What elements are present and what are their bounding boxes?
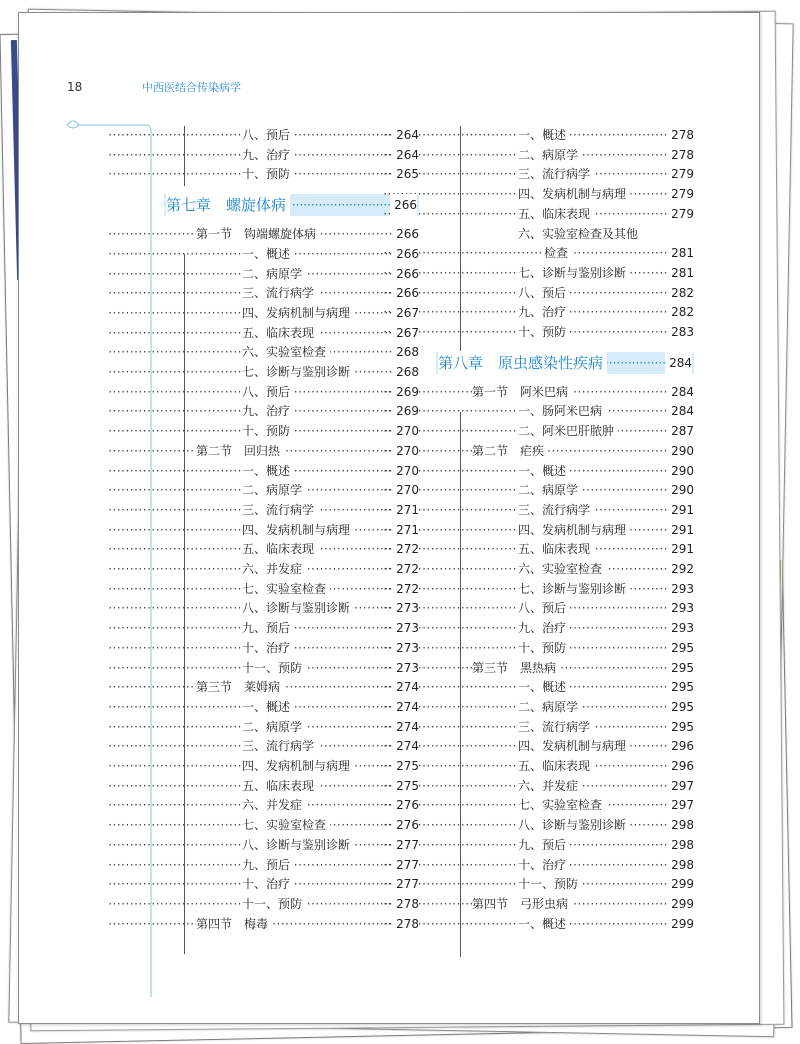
toc-entry[interactable] — [164, 462, 419, 481]
page-ref: 293 — [667, 580, 694, 599]
toc-entry[interactable] — [164, 265, 419, 284]
entry-label: 六、并发症 — [518, 777, 582, 796]
page-ref: 290 — [667, 481, 694, 500]
entry-label: 第四节 梅毒 — [196, 915, 272, 934]
entry-label: 八、诊断与鉴别诊断 — [518, 816, 630, 835]
page-ref: 269 — [392, 402, 419, 421]
toc-entry[interactable] — [164, 737, 419, 756]
entry-label: 四、发病机制与病理 — [242, 757, 354, 776]
page-ref: 274 — [392, 678, 419, 697]
entry-label: 八、预后 — [242, 383, 294, 402]
page-ref: 282 — [667, 303, 694, 322]
entry-label: 四、发病机制与病理 — [518, 185, 630, 204]
entry-label: 四、发病机制与病理 — [518, 521, 630, 540]
toc-entry[interactable] — [436, 402, 694, 421]
page-ref: 264 — [392, 126, 419, 145]
toc-entry[interactable] — [164, 521, 419, 540]
entry-label: 第一节 钩端螺旋体病 — [196, 225, 320, 244]
entry-label: 二、病原学 — [518, 698, 582, 717]
entry-label: 十、治疗 — [242, 875, 294, 894]
toc-entry[interactable] — [436, 146, 694, 165]
page-ref: 272 — [392, 580, 419, 599]
entry-label: 七、诊断与鉴别诊断 — [518, 264, 630, 283]
entry-label: 九、预后 — [242, 619, 294, 638]
toc-entry[interactable] — [436, 225, 694, 244]
toc-section-entry[interactable] — [436, 895, 694, 914]
entry-label: 七、实验室检查 — [242, 816, 330, 835]
entry-label: 六、并发症 — [242, 796, 306, 815]
section-bracket-line — [184, 254, 185, 954]
toc-entry[interactable] — [436, 599, 694, 618]
page-ref: 271 — [392, 501, 419, 520]
toc-entry[interactable] — [436, 462, 694, 481]
toc-entry[interactable] — [164, 304, 419, 323]
toc-entry[interactable] — [164, 659, 419, 678]
toc-entry[interactable] — [164, 599, 419, 618]
page-ref: 290 — [667, 462, 694, 481]
toc-entry[interactable] — [164, 284, 419, 303]
page-ref: 299 — [667, 875, 694, 894]
chapter-heading[interactable] — [436, 352, 694, 374]
entry-label: 检查 — [544, 244, 572, 263]
toc-entry[interactable] — [436, 777, 694, 796]
page-ref: 287 — [667, 422, 694, 441]
section-bracket-line — [184, 126, 185, 186]
entry-label: 十、预防 — [242, 422, 294, 441]
toc-entry[interactable] — [164, 165, 419, 184]
entry-label: 五、临床表现 — [518, 205, 594, 224]
page-ref: 276 — [392, 816, 419, 835]
entry-label: 九、治疗 — [242, 402, 294, 421]
page-ref: 296 — [667, 757, 694, 776]
page-ref: 295 — [667, 718, 694, 737]
entry-label: 第一节 阿米巴病 — [472, 383, 572, 402]
entry-label: 五、临床表现 — [518, 757, 594, 776]
page-ref: 272 — [392, 540, 419, 559]
page-ref: 282 — [667, 284, 694, 303]
page-ref: 284 — [667, 383, 694, 402]
entry-label: 四、发病机制与病理 — [518, 737, 630, 756]
page-ref: 265 — [392, 165, 419, 184]
page-ref: 267 — [392, 324, 419, 343]
page-number: 18 — [67, 80, 83, 94]
toc-entry[interactable] — [164, 718, 419, 737]
page-ref: 291 — [667, 521, 694, 540]
toc-entry[interactable] — [164, 422, 419, 441]
page-ref: 293 — [667, 599, 694, 618]
toc-entry[interactable] — [436, 678, 694, 697]
page-ref: 295 — [667, 659, 694, 678]
page-ref: 270 — [392, 481, 419, 500]
entry-label: 六、实验室检查及其他 — [518, 225, 642, 244]
entry-label: 一、肠阿米巴病 — [518, 402, 606, 421]
toc-entry[interactable] — [436, 698, 694, 717]
page-ref: 291 — [667, 540, 694, 559]
page-ref: 266 — [392, 245, 419, 264]
entry-label: 十、预防 — [518, 639, 570, 658]
entry-label: 十一、预防 — [242, 895, 306, 914]
entry-label: 五、临床表现 — [242, 777, 318, 796]
page-ref: 290 — [667, 442, 694, 461]
page-ref: 298 — [667, 856, 694, 875]
page-ref: 272 — [392, 560, 419, 579]
entry-label: 九、预后 — [242, 856, 294, 875]
toc-entry[interactable] — [436, 737, 694, 756]
section-bracket-line — [460, 126, 461, 351]
toc-entry[interactable] — [436, 875, 694, 894]
toc-entry[interactable] — [436, 757, 694, 776]
entry-label: 八、预后 — [518, 599, 570, 618]
page-ref: 281 — [667, 264, 694, 283]
toc-entry[interactable] — [164, 836, 419, 855]
toc-entry[interactable] — [436, 816, 694, 835]
page-ref: 266 — [392, 225, 419, 244]
page-ref: 298 — [667, 816, 694, 835]
toc-entry[interactable] — [436, 521, 694, 540]
section-bracket-line — [460, 412, 461, 957]
entry-label: 第二节 回归热 — [196, 442, 284, 461]
page-ref: 291 — [667, 501, 694, 520]
entry-label: 二、病原学 — [518, 146, 582, 165]
page-ref: 279 — [667, 205, 694, 224]
toc-entry[interactable] — [436, 560, 694, 579]
chapter-heading[interactable] — [164, 194, 419, 216]
toc-entry[interactable] — [164, 757, 419, 776]
toc-entry[interactable] — [164, 856, 419, 875]
entry-label: 八、预后 — [518, 284, 570, 303]
entry-label: 九、预后 — [518, 836, 570, 855]
toc-entry[interactable] — [436, 323, 694, 342]
toc-entry[interactable] — [164, 126, 419, 145]
toc-entry[interactable] — [436, 303, 694, 322]
entry-label: 第四节 弓形虫病 — [472, 895, 572, 914]
page-ref: 278 — [667, 146, 694, 165]
entry-label: 四、发病机制与病理 — [242, 521, 354, 540]
page-ref: 279 — [667, 165, 694, 184]
page-ref: 283 — [667, 323, 694, 342]
toc-entry[interactable] — [164, 402, 419, 421]
toc-section-entry[interactable] — [436, 659, 694, 678]
page-ref: 292 — [667, 560, 694, 579]
page-ref: 266 — [390, 194, 417, 216]
entry-label: 一、概述 — [242, 462, 294, 481]
page-ref: 270 — [392, 442, 419, 461]
entry-label: 二、病原学 — [242, 718, 306, 737]
page-ref: 274 — [392, 718, 419, 737]
page-ref: 298 — [667, 836, 694, 855]
entry-label: 十一、预防 — [242, 659, 306, 678]
page-ref: 268 — [392, 363, 419, 382]
toc-section-entry[interactable] — [164, 678, 419, 697]
page-ref: 266 — [392, 265, 419, 284]
entry-label: 九、治疗 — [518, 303, 570, 322]
toc-entry[interactable] — [436, 619, 694, 638]
page-ref: 295 — [667, 698, 694, 717]
entry-label: 六、实验室检查 — [518, 560, 606, 579]
page-ref: 296 — [667, 737, 694, 756]
entry-label: 第三节 黑热病 — [472, 659, 560, 678]
page-ref: 273 — [392, 659, 419, 678]
toc-section-entry[interactable] — [436, 383, 694, 402]
entry-label: 八、诊断与鉴别诊断 — [242, 599, 354, 618]
entry-label: 五、临床表现 — [518, 540, 594, 559]
page-ref: 295 — [667, 678, 694, 697]
page-ref: 270 — [392, 422, 419, 441]
page-ref: 268 — [392, 343, 419, 362]
toc-entry[interactable] — [436, 185, 694, 204]
page-ref: 293 — [667, 619, 694, 638]
toc-entry[interactable] — [436, 639, 694, 658]
entry-label: 五、临床表现 — [242, 324, 318, 343]
page-ref: 279 — [667, 185, 694, 204]
page-ref: 266 — [392, 284, 419, 303]
toc-entry[interactable] — [164, 875, 419, 894]
toc-entry[interactable] — [436, 165, 694, 184]
entry-label: 七、诊断与鉴别诊断 — [518, 580, 630, 599]
page-ref: 271 — [392, 521, 419, 540]
entry-label: 一、概述 — [242, 245, 294, 264]
toc-entry[interactable] — [164, 343, 419, 362]
toc-entry[interactable] — [436, 126, 694, 145]
entry-label: 七、实验室检查 — [518, 796, 606, 815]
toc-entry[interactable] — [164, 619, 419, 638]
page-ref: 274 — [392, 698, 419, 717]
entry-label: 第二节 疟疾 — [472, 442, 548, 461]
entry-label: 十、治疗 — [518, 856, 570, 875]
toc-entry[interactable] — [436, 856, 694, 875]
page-ref: 281 — [667, 244, 694, 263]
toc-entry[interactable] — [164, 895, 419, 914]
page-ref: 267 — [392, 304, 419, 323]
entry-label: 八、预后 — [242, 126, 294, 145]
page-ref: 275 — [392, 777, 419, 796]
toc-entry[interactable] — [436, 422, 694, 441]
toc-entry[interactable] — [436, 501, 694, 520]
toc-entry[interactable] — [164, 580, 419, 599]
page-ref: 278 — [667, 126, 694, 145]
entry-label: 一、概述 — [518, 915, 570, 934]
entry-label: 九、治疗 — [242, 146, 294, 165]
page-ref: 278 — [392, 895, 419, 914]
toc-entry[interactable] — [164, 540, 419, 559]
page-ref: 297 — [667, 777, 694, 796]
entry-label: 三、流行病学 — [518, 718, 594, 737]
entry-label: 三、流行病学 — [518, 165, 594, 184]
entry-label: 十、预防 — [518, 323, 570, 342]
page-ref: 275 — [392, 757, 419, 776]
entry-label: 第八章 原虫感染性疾病 — [438, 352, 607, 374]
page-ref: 264 — [392, 146, 419, 165]
toc-entry[interactable] — [436, 915, 694, 934]
toc-entry[interactable] — [436, 284, 694, 303]
page-ref: 276 — [392, 796, 419, 815]
toc-entry[interactable] — [164, 324, 419, 343]
page-ref: 277 — [392, 875, 419, 894]
toc-section-entry[interactable] — [164, 225, 419, 244]
page-ref: 284 — [667, 402, 694, 421]
toc-entry[interactable] — [164, 698, 419, 717]
toc-entry[interactable] — [164, 363, 419, 382]
page-ref: 270 — [392, 462, 419, 481]
book-title: 中西医结合传染病学 — [142, 81, 241, 94]
entry-label: 十、治疗 — [242, 639, 294, 658]
toc-entry[interactable] — [164, 816, 419, 835]
entry-label: 三、流行病学 — [518, 501, 594, 520]
toc-entry[interactable] — [436, 796, 694, 815]
toc-entry[interactable] — [436, 244, 694, 263]
toc-entry[interactable] — [164, 796, 419, 815]
entry-label: 九、治疗 — [518, 619, 570, 638]
page-ref: 278 — [392, 915, 419, 934]
entry-label: 七、实验室检查 — [242, 580, 330, 599]
entry-label: 一、概述 — [518, 462, 570, 481]
entry-label: 二、病原学 — [518, 481, 582, 500]
toc-entry[interactable] — [164, 146, 419, 165]
entry-label: 六、并发症 — [242, 560, 306, 579]
page-ref: 299 — [667, 915, 694, 934]
entry-label: 四、发病机制与病理 — [242, 304, 354, 323]
page-ref: 277 — [392, 856, 419, 875]
page-ref: 273 — [392, 639, 419, 658]
page-ref: 274 — [392, 737, 419, 756]
toc-entry[interactable] — [436, 836, 694, 855]
entry-label: 三、流行病学 — [242, 501, 318, 520]
page-ref: 273 — [392, 619, 419, 638]
toc-section-entry[interactable] — [164, 915, 419, 934]
entry-label: 三、流行病学 — [242, 284, 318, 303]
entry-label: 一、概述 — [518, 126, 570, 145]
page-ref: 273 — [392, 599, 419, 618]
toc-entry[interactable] — [436, 481, 694, 500]
toc-section-entry[interactable] — [164, 442, 419, 461]
toc-entry[interactable] — [436, 580, 694, 599]
entry-label: 五、临床表现 — [242, 540, 318, 559]
toc-entry[interactable] — [436, 540, 694, 559]
entry-label: 一、概述 — [518, 678, 570, 697]
entry-label: 八、诊断与鉴别诊断 — [242, 836, 354, 855]
entry-label: 七、诊断与鉴别诊断 — [242, 363, 354, 382]
toc-entry[interactable] — [436, 264, 694, 283]
toc-entry[interactable] — [164, 481, 419, 500]
page-ref: 269 — [392, 383, 419, 402]
page-ref: 284 — [665, 352, 692, 374]
toc-page — [18, 12, 760, 1024]
toc-entry[interactable] — [164, 777, 419, 796]
entry-label: 第三节 莱姆病 — [196, 678, 284, 697]
toc-entry[interactable] — [164, 560, 419, 579]
toc-entry[interactable] — [164, 501, 419, 520]
entry-label: 十一、预防 — [518, 875, 582, 894]
entry-label: 二、阿米巴肝脓肿 — [518, 422, 618, 441]
entry-label: 二、病原学 — [242, 265, 306, 284]
entry-label: 第七章 螺旋体病 — [166, 194, 290, 216]
entry-label: 三、流行病学 — [242, 737, 318, 756]
toc-entry[interactable] — [164, 383, 419, 402]
entry-label: 一、概述 — [242, 698, 294, 717]
page-ref: 277 — [392, 836, 419, 855]
entry-label: 十、预防 — [242, 165, 294, 184]
entry-label: 二、病原学 — [242, 481, 306, 500]
toc-entry[interactable] — [436, 718, 694, 737]
toc-entry[interactable] — [164, 245, 419, 264]
toc-section-entry[interactable] — [436, 442, 694, 461]
page-ref: 297 — [667, 796, 694, 815]
entry-label: 六、实验室检查 — [242, 343, 330, 362]
toc-entry[interactable] — [164, 639, 419, 658]
toc-entry[interactable] — [436, 205, 694, 224]
page-ref: 295 — [667, 639, 694, 658]
page-ref: 299 — [667, 895, 694, 914]
